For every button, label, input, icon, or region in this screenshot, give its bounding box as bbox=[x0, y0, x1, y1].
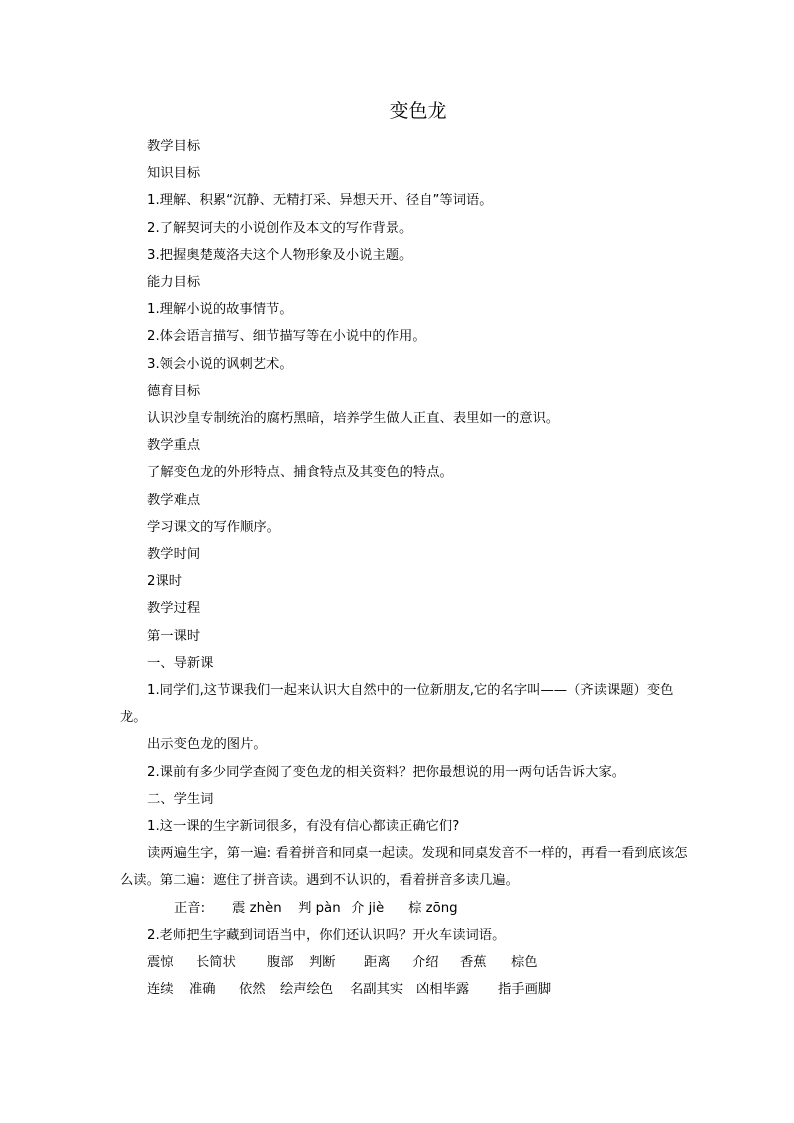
word-list-row-2 bbox=[120, 976, 690, 1003]
key-points-text: 了解变色龙的外形特点、捕食特点及其变色的特点。 bbox=[147, 465, 453, 481]
word-item: 凶相毕露 bbox=[416, 982, 470, 998]
intro-paragraph-1: 1.同学们,这节课我们一起来认识大自然中的一位新朋友,它的名字叫——（齐读课题）变色龙。 bbox=[120, 683, 674, 726]
word-item: 长简状 bbox=[196, 955, 236, 971]
word-train-paragraph: 2.老师把生字藏到词语当中，你们还认识吗？开火车读词语。 bbox=[147, 927, 506, 943]
new-words-paragraph-2: 读两遍生字，第一遍: 看着拼音和同桌一起读。发现和同桌发音不一样的，再看一看到底该怎么读。第二遍：遮住了拼音读。遇到不认识的，看着拼音多读几遍。 bbox=[120, 846, 688, 889]
pinyin-item: 判 pàn bbox=[298, 900, 341, 916]
knowledge-item-2: 2.了解契诃夫的小说创作及本文的写作背景。 bbox=[147, 220, 413, 236]
word-item: 绘声绘色 bbox=[280, 982, 334, 998]
word-item: 介绍 bbox=[412, 955, 439, 971]
ability-item-3: 3.领会小说的讽刺艺术。 bbox=[147, 356, 293, 372]
word-item: 距离 bbox=[364, 955, 391, 971]
document-title: 变色龙 bbox=[389, 100, 447, 122]
heading-teaching-goals: 教学目标 bbox=[147, 139, 201, 154]
word-item: 名副其实 bbox=[350, 982, 404, 998]
section-intro: 一、导新课 bbox=[147, 655, 214, 671]
heading-knowledge-goals: 知识目标 bbox=[147, 166, 201, 182]
document-body bbox=[120, 133, 690, 1004]
knowledge-item-1: 1.理解、积累“沉静、无精打采、异想天开、径自”等词语。 bbox=[147, 193, 493, 209]
word-item: 香蕉 bbox=[460, 955, 487, 971]
difficulties-text: 学习课文的写作顺序。 bbox=[147, 519, 280, 535]
word-item: 腹部 bbox=[267, 955, 294, 971]
intro-paragraph-3: 2.课前有多少同学查阅了变色龙的相关资料？把你最想说的用一两句话告诉大家。 bbox=[147, 764, 626, 780]
heading-first-lesson: 第一课时 bbox=[147, 628, 201, 644]
word-item: 指手画脚 bbox=[498, 982, 552, 998]
heading-teaching-time: 教学时间 bbox=[147, 547, 201, 563]
intro-paragraph-2: 出示变色龙的图片。 bbox=[147, 737, 267, 753]
word-item: 判断 bbox=[309, 955, 336, 971]
heading-key-points: 教学重点 bbox=[147, 438, 201, 454]
word-item: 震惊 bbox=[147, 955, 174, 971]
pinyin-item: 棕 zōng bbox=[408, 900, 458, 916]
heading-ability-goals: 能力目标 bbox=[147, 275, 201, 291]
knowledge-item-3: 3.把握奥楚蔑洛夫这个人物形象及小说主题。 bbox=[147, 247, 413, 263]
new-words-paragraph-1: 1.这一课的生字新词很多，有没有信心都读正确它们? bbox=[147, 819, 460, 835]
word-list-row-1 bbox=[120, 949, 690, 976]
section-new-words: 二、学生词 bbox=[147, 791, 214, 807]
word-item: 依然 bbox=[239, 982, 266, 998]
pinyin-label: 正音: bbox=[174, 900, 206, 916]
word-item: 棕色 bbox=[511, 955, 538, 971]
teaching-time-text: 2课时 bbox=[147, 574, 183, 590]
pinyin-item: 震 zhèn bbox=[232, 900, 282, 916]
word-item: 连续 bbox=[147, 982, 174, 998]
pinyin-item: 介 jiè bbox=[351, 900, 385, 916]
heading-teaching-process: 教学过程 bbox=[147, 601, 201, 617]
heading-difficulties: 教学难点 bbox=[147, 492, 201, 508]
pinyin-line bbox=[120, 895, 690, 922]
moral-item: 认识沙皇专制统治的腐朽黑暗，培养学生做人正直、表里如一的意识。 bbox=[147, 411, 560, 427]
ability-item-2: 2.体会语言描写、细节描写等在小说中的作用。 bbox=[147, 329, 426, 345]
ability-item-1: 1.理解小说的故事情节。 bbox=[147, 302, 293, 318]
word-item: 准确 bbox=[189, 982, 216, 998]
heading-moral-goals: 德育目标 bbox=[147, 383, 201, 399]
